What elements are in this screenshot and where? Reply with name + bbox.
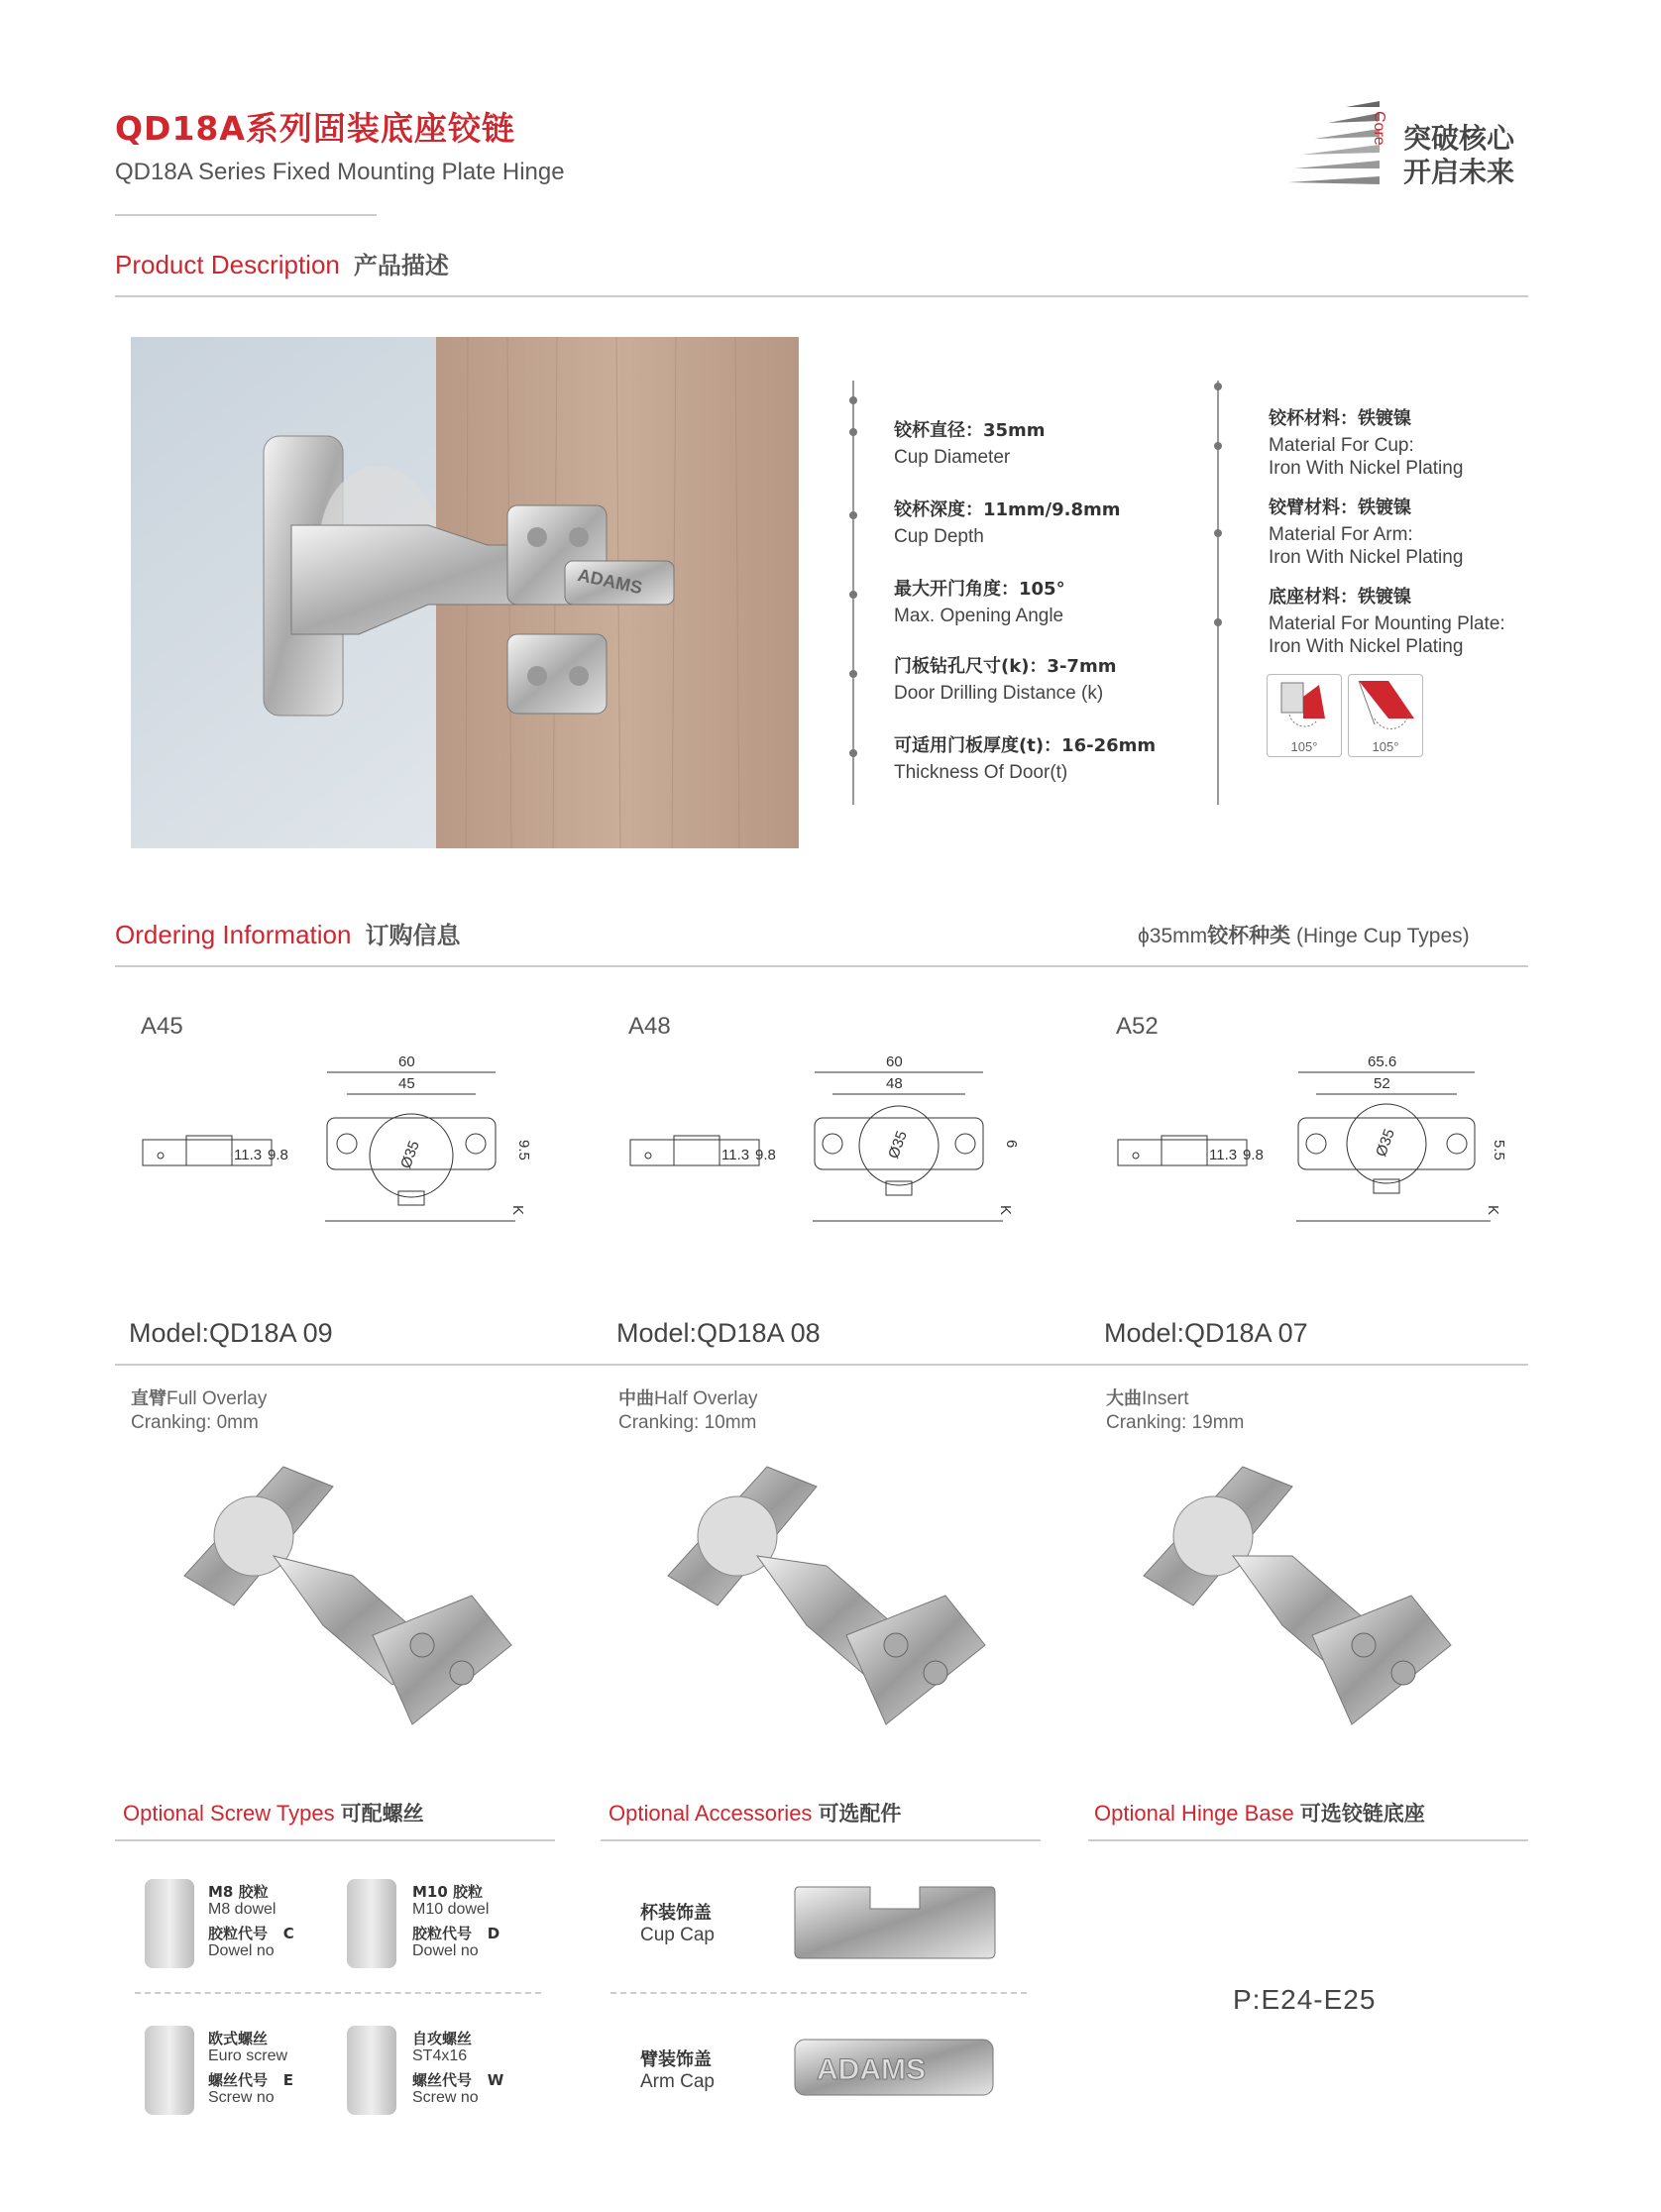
cup-drawing-a52: A52 11.3 9.8 65.6 52 Ø35 5.5 K	[1116, 1013, 1507, 1216]
spec-drilling-distance: 门板钻孔尺寸(k)：3-7mm Door Drilling Distance (k)	[894, 656, 1117, 704]
svg-text:ADAMS: ADAMS	[817, 2053, 926, 2086]
timeline-dot	[849, 749, 857, 757]
timeline-dot	[849, 670, 857, 678]
svg-text:Ø35: Ø35	[397, 1138, 423, 1171]
svg-text:6: 6	[1003, 1140, 1020, 1149]
arm-cap-icon	[791, 2034, 999, 2103]
self-tapping-screw-icon	[347, 2026, 396, 2115]
dashed-divider	[135, 1992, 541, 1994]
spec-cup-material: 铰杯材料：铁镀镍 Material For Cup: Iron With Nickel Plating	[1269, 408, 1464, 479]
page-title-cn: QD18A系列固装底座铰链	[115, 109, 515, 148]
section-divider	[601, 1839, 1041, 1841]
spec-cup-depth: 铰杯深度：11mm/9.8mm Cup Depth	[894, 499, 1121, 547]
optional-base-heading: Optional Hinge Base 可选铰链底座	[1094, 1801, 1425, 1825]
screw-item-m10: M10 胶粒 M10 dowel 胶粒代号 D Dowel no	[412, 1883, 500, 1959]
svg-text:11.3: 11.3	[721, 1147, 750, 1163]
section-divider	[115, 965, 1528, 967]
model-07-type: 大曲Insert Cranking: 19mm	[1106, 1388, 1245, 1433]
slogan-line2: 开启未来	[1403, 156, 1515, 188]
opening-angle-icon: 105°	[1348, 674, 1423, 757]
svg-text:60: 60	[398, 1053, 415, 1070]
timeline-dot	[1214, 383, 1222, 390]
model-08-type: 中曲Half Overlay Cranking: 10mm	[618, 1388, 758, 1433]
section-divider	[115, 295, 1528, 297]
timeline-dot	[1214, 618, 1222, 626]
svg-text:5.5: 5.5	[1491, 1140, 1507, 1161]
svg-text:K: K	[1485, 1205, 1501, 1216]
core-word: Core	[1371, 111, 1387, 146]
m10-dowel-icon	[347, 1879, 396, 1968]
svg-text:11.3: 11.3	[234, 1147, 263, 1163]
accessory-cup-cap: 杯装饰盖 Cup Cap	[640, 1903, 715, 1945]
dashed-divider	[610, 1992, 1027, 1994]
screw-item-euro: 欧式螺丝 Euro screw 螺丝代号 E Screw no	[208, 2030, 293, 2106]
svg-text:65.6: 65.6	[1368, 1053, 1397, 1070]
model-title-08: Model:QD18A 08	[616, 1318, 821, 1348]
section-divider	[115, 1364, 1528, 1366]
cup-cap-icon	[791, 1883, 999, 1962]
timeline-dot	[849, 511, 857, 519]
svg-text:Ø35: Ø35	[885, 1128, 911, 1161]
product-description-heading: Product Description 产品描述	[115, 250, 449, 279]
svg-text:60: 60	[886, 1053, 903, 1070]
spec-opening-angle: 最大开门角度：105° Max. Opening Angle	[894, 579, 1065, 626]
hinge-image-08	[658, 1447, 1005, 1754]
timeline-dot	[1214, 529, 1222, 537]
cup-drawing-a48: A48 11.3 9.8 60 48 Ø35 6 K	[628, 1013, 1020, 1216]
svg-text:Ø35: Ø35	[1373, 1126, 1398, 1160]
svg-text:9.5: 9.5	[515, 1140, 532, 1161]
hinge-image-07	[1134, 1447, 1481, 1754]
m8-dowel-icon	[145, 1879, 194, 1968]
timeline-dot	[849, 428, 857, 436]
screw-item-st4x16: 自攻螺丝 ST4x16 螺丝代号 W Screw no	[412, 2030, 504, 2106]
page-title-en: QD18A Series Fixed Mounting Plate Hinge	[115, 159, 565, 185]
spec-cup-diameter: 铰杯直径：35mm Cup Diameter	[894, 420, 1046, 468]
timeline-dot	[1214, 442, 1222, 450]
spec-door-thickness: 可适用门板厚度(t)：16-26mm Thickness Of Door(t)	[894, 735, 1157, 783]
timeline-dot	[849, 591, 857, 599]
section-divider	[115, 1839, 555, 1841]
screw-item-m8: M8 胶粒 M8 dowel 胶粒代号 C Dowel no	[208, 1883, 294, 1959]
model-title-07: Model:QD18A 07	[1104, 1318, 1308, 1348]
spec-plate-material: 底座材料：铁镀镍 Material For Mounting Plate: Iron With Nickel Plating	[1269, 587, 1505, 657]
svg-text:9.8: 9.8	[755, 1147, 776, 1163]
optional-accessories-heading: Optional Accessories 可选配件	[609, 1801, 902, 1825]
cup-drawing-a45: A45 11.3 9.8 60 45 Ø35 9.5 K	[141, 1013, 532, 1216]
cup-types-label: ϕ35mm铰杯种类 (Hinge Cup Types)	[1138, 924, 1470, 947]
timeline-dot	[849, 396, 857, 404]
product-photo	[131, 337, 799, 848]
euro-screw-icon	[145, 2026, 194, 2115]
svg-text:52: 52	[1374, 1075, 1390, 1092]
accessory-arm-cap: 臂装饰盖 Arm Cap	[640, 2049, 715, 2092]
svg-text:45: 45	[398, 1075, 415, 1092]
spec-arm-material: 铰臂材料：铁镀镍 Material For Arm: Iron With Nickel Plating	[1269, 498, 1464, 568]
svg-text:48: 48	[886, 1075, 903, 1092]
svg-text:K: K	[997, 1205, 1014, 1216]
ordering-heading: Ordering Information 订购信息	[115, 920, 461, 949]
hinge-image-09	[174, 1447, 521, 1754]
svg-text:ADAMS: ADAMS	[576, 564, 644, 599]
model-09-type: 直臂Full Overlay Cranking: 0mm	[131, 1388, 268, 1433]
slogan-line1: 突破核心	[1403, 122, 1515, 155]
page-number: P:E24-E25	[1233, 1984, 1377, 2015]
svg-text:11.3: 11.3	[1209, 1147, 1238, 1163]
optional-screws-heading: Optional Screw Types 可配螺丝	[123, 1801, 424, 1825]
svg-text:9.8: 9.8	[268, 1147, 288, 1163]
opening-angle-icon: 105°	[1267, 674, 1342, 757]
model-title-09: Model:QD18A 09	[129, 1318, 333, 1348]
section-divider	[1088, 1839, 1528, 1841]
svg-text:K: K	[509, 1205, 526, 1216]
svg-text:9.8: 9.8	[1243, 1147, 1264, 1163]
title-underline	[115, 214, 377, 216]
